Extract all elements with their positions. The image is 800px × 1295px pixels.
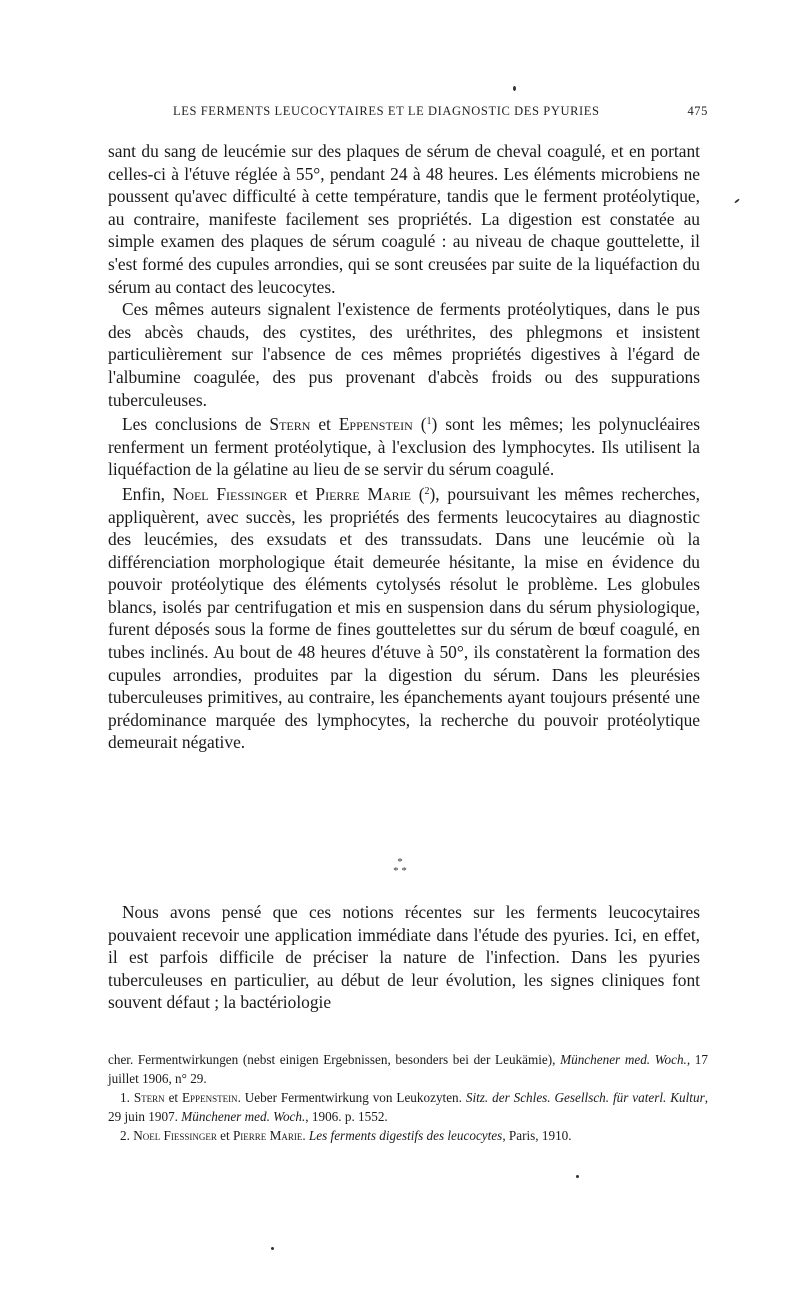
author-name: Eppenstein [338, 414, 413, 435]
text-run: ) sont les mêmes; les polynucléaires renferment un ferment protéolytique, à l'exclusion des lymphocytes. Ils utilisent la liquéfaction de la gélatine au lieu de se servir du sérum coagulé. [108, 414, 701, 480]
paragraph [108, 901, 700, 1014]
text-run: sant du sang de leucémie sur des plaques de sérum de cheval coagulé, et en portant celles-ci à l'étuve réglée à 55°, pendant 24 à 48 heures. Les éléments microbiens ne poussent qu'avec difficulté à cette température, tandis que le ferment protéolytique, au contraire, manifeste facilement ses propriétés. La digestion est constatée au simple examen des plaques de sérum coagulé : au niveau de chaque gouttelette, il s'est formé des cupules arrondies, qui se sont creusées par suite de la liquéfaction du sérum au contact des leucocytes. [108, 141, 700, 297]
asterism-bottom: * * [393, 865, 407, 877]
body-text-upper [108, 140, 700, 754]
text-run: et [216, 1128, 233, 1143]
citation-title: Les ferments digestifs des leucocytes [308, 1128, 503, 1143]
scan-speck [513, 86, 516, 91]
page-number: 475 [687, 104, 708, 118]
footnote-ref: 2 [424, 485, 430, 497]
footnote-continuation [108, 1050, 708, 1088]
text-run: ( [410, 483, 425, 504]
text-run: , 17 juillet 1906, n° 29. [108, 1052, 708, 1086]
text-run: Les conclusions de [122, 414, 270, 435]
section-asterism [0, 858, 800, 882]
citation-title: Münchener med. Woch. [560, 1052, 687, 1067]
citation-title: Münchener med. Woch. [181, 1109, 306, 1124]
text-run: , 1906. p. 1552. [305, 1109, 388, 1124]
paragraph [108, 140, 700, 298]
running-head-title: LES FERMENTS LEUCOCYTAIRES ET LE DIAGNOSTIC DES PYURIES [173, 104, 600, 118]
text-run: . Ueber Fermentwirkung von Leukozyten. [237, 1090, 466, 1105]
text-run: Ces mêmes auteurs signalent l'existence de ferments protéolytiques, dans le pus des abcès chauds, des cystites, des uréthrites, des phlegmons et insistent particulièrement sur l'absence de ces mêmes propriétés digestives à l'égard de l'albumine coagulée, des pus provenant d'abcès froids ou des suppurations tuberculeuses. [108, 299, 700, 410]
author-name: Noel Fiessinger [133, 1128, 217, 1143]
text-run: . [302, 1128, 309, 1143]
text-run: 1. [120, 1090, 134, 1105]
text-run: et [164, 1090, 182, 1105]
paragraph [108, 298, 700, 411]
paragraph [108, 481, 700, 754]
footnote-ref: 1 [426, 416, 432, 428]
footnote-2 [108, 1126, 708, 1145]
text-run: Nous avons pensé que ces notions récentes sur les ferments leucocytaires pouvaient recevoir une application immédiate dans l'étude des pyuries. Ici, en effet, il est parfois difficile de préciser la nature de l'infection. Dans les pyuries tuberculeuses en particulier, au début de leur évolution, les signes cliniques font souvent défaut ; la bactériologie [108, 902, 700, 1013]
footnotes [108, 1050, 708, 1145]
scan-speck [734, 198, 740, 203]
citation-title: Sitz. der Schles. Gesellsch. für vaterl. Kultur [465, 1090, 705, 1105]
asterism-top: * [397, 856, 403, 868]
text-run: Enfin, [122, 483, 173, 504]
scan-speck [576, 1175, 579, 1178]
author-name: Eppenstein [182, 1090, 238, 1105]
text-run: , Paris, 1910. [502, 1128, 572, 1143]
text-run: cher. Fermentwirkungen (nebst einigen Ergebnissen, besonders bei der Leukämie), [108, 1052, 561, 1067]
text-run: ), poursuivant les mêmes recherches, appliquèrent, avec succès, les propriétés des ferments leucocytaires au diagnostic des leucémies, des exsudats et des transsudats. Dans une leucémie où la différenciation morphologique était demeurée hésitante, la mise en évidence du pouvoir protéolytique des éléments cytolysés résolut le problème. Les globules blancs, isolés par centrifugation et mis en suspension dans du sérum physiologique, furent déposés sous la forme de fines gouttelettes sur du sérum de bœuf coagulé, en tubes inclinés. Au bout de 48 heures d'étuve à 50°, ils constatèrent la formation des cupules arrondies, produites par la digestion du sérum. Dans les pleurésies tuberculeuses primitives, au contraire, les épanchements ayant toujours présenté une prédominance marquée des lymphocytes, la recherche du pouvoir protéolytique demeurait négative. [108, 483, 700, 753]
author-name: Stern [133, 1090, 165, 1105]
paragraph [108, 411, 700, 481]
text-run: et [287, 483, 316, 504]
text-run: , 29 juin 1907. [108, 1090, 708, 1124]
author-name: Noel Fiessinger [172, 483, 288, 504]
text-run: ( [412, 414, 427, 435]
body-text-lower [108, 901, 700, 1014]
text-run: 2. [120, 1128, 134, 1143]
author-name: Pierre Marie [315, 483, 411, 504]
footnote-1 [108, 1088, 708, 1126]
author-name: Pierre Marie [232, 1128, 303, 1143]
text-run: et [310, 414, 339, 435]
scan-speck [271, 1247, 274, 1250]
author-name: Stern [269, 414, 311, 435]
